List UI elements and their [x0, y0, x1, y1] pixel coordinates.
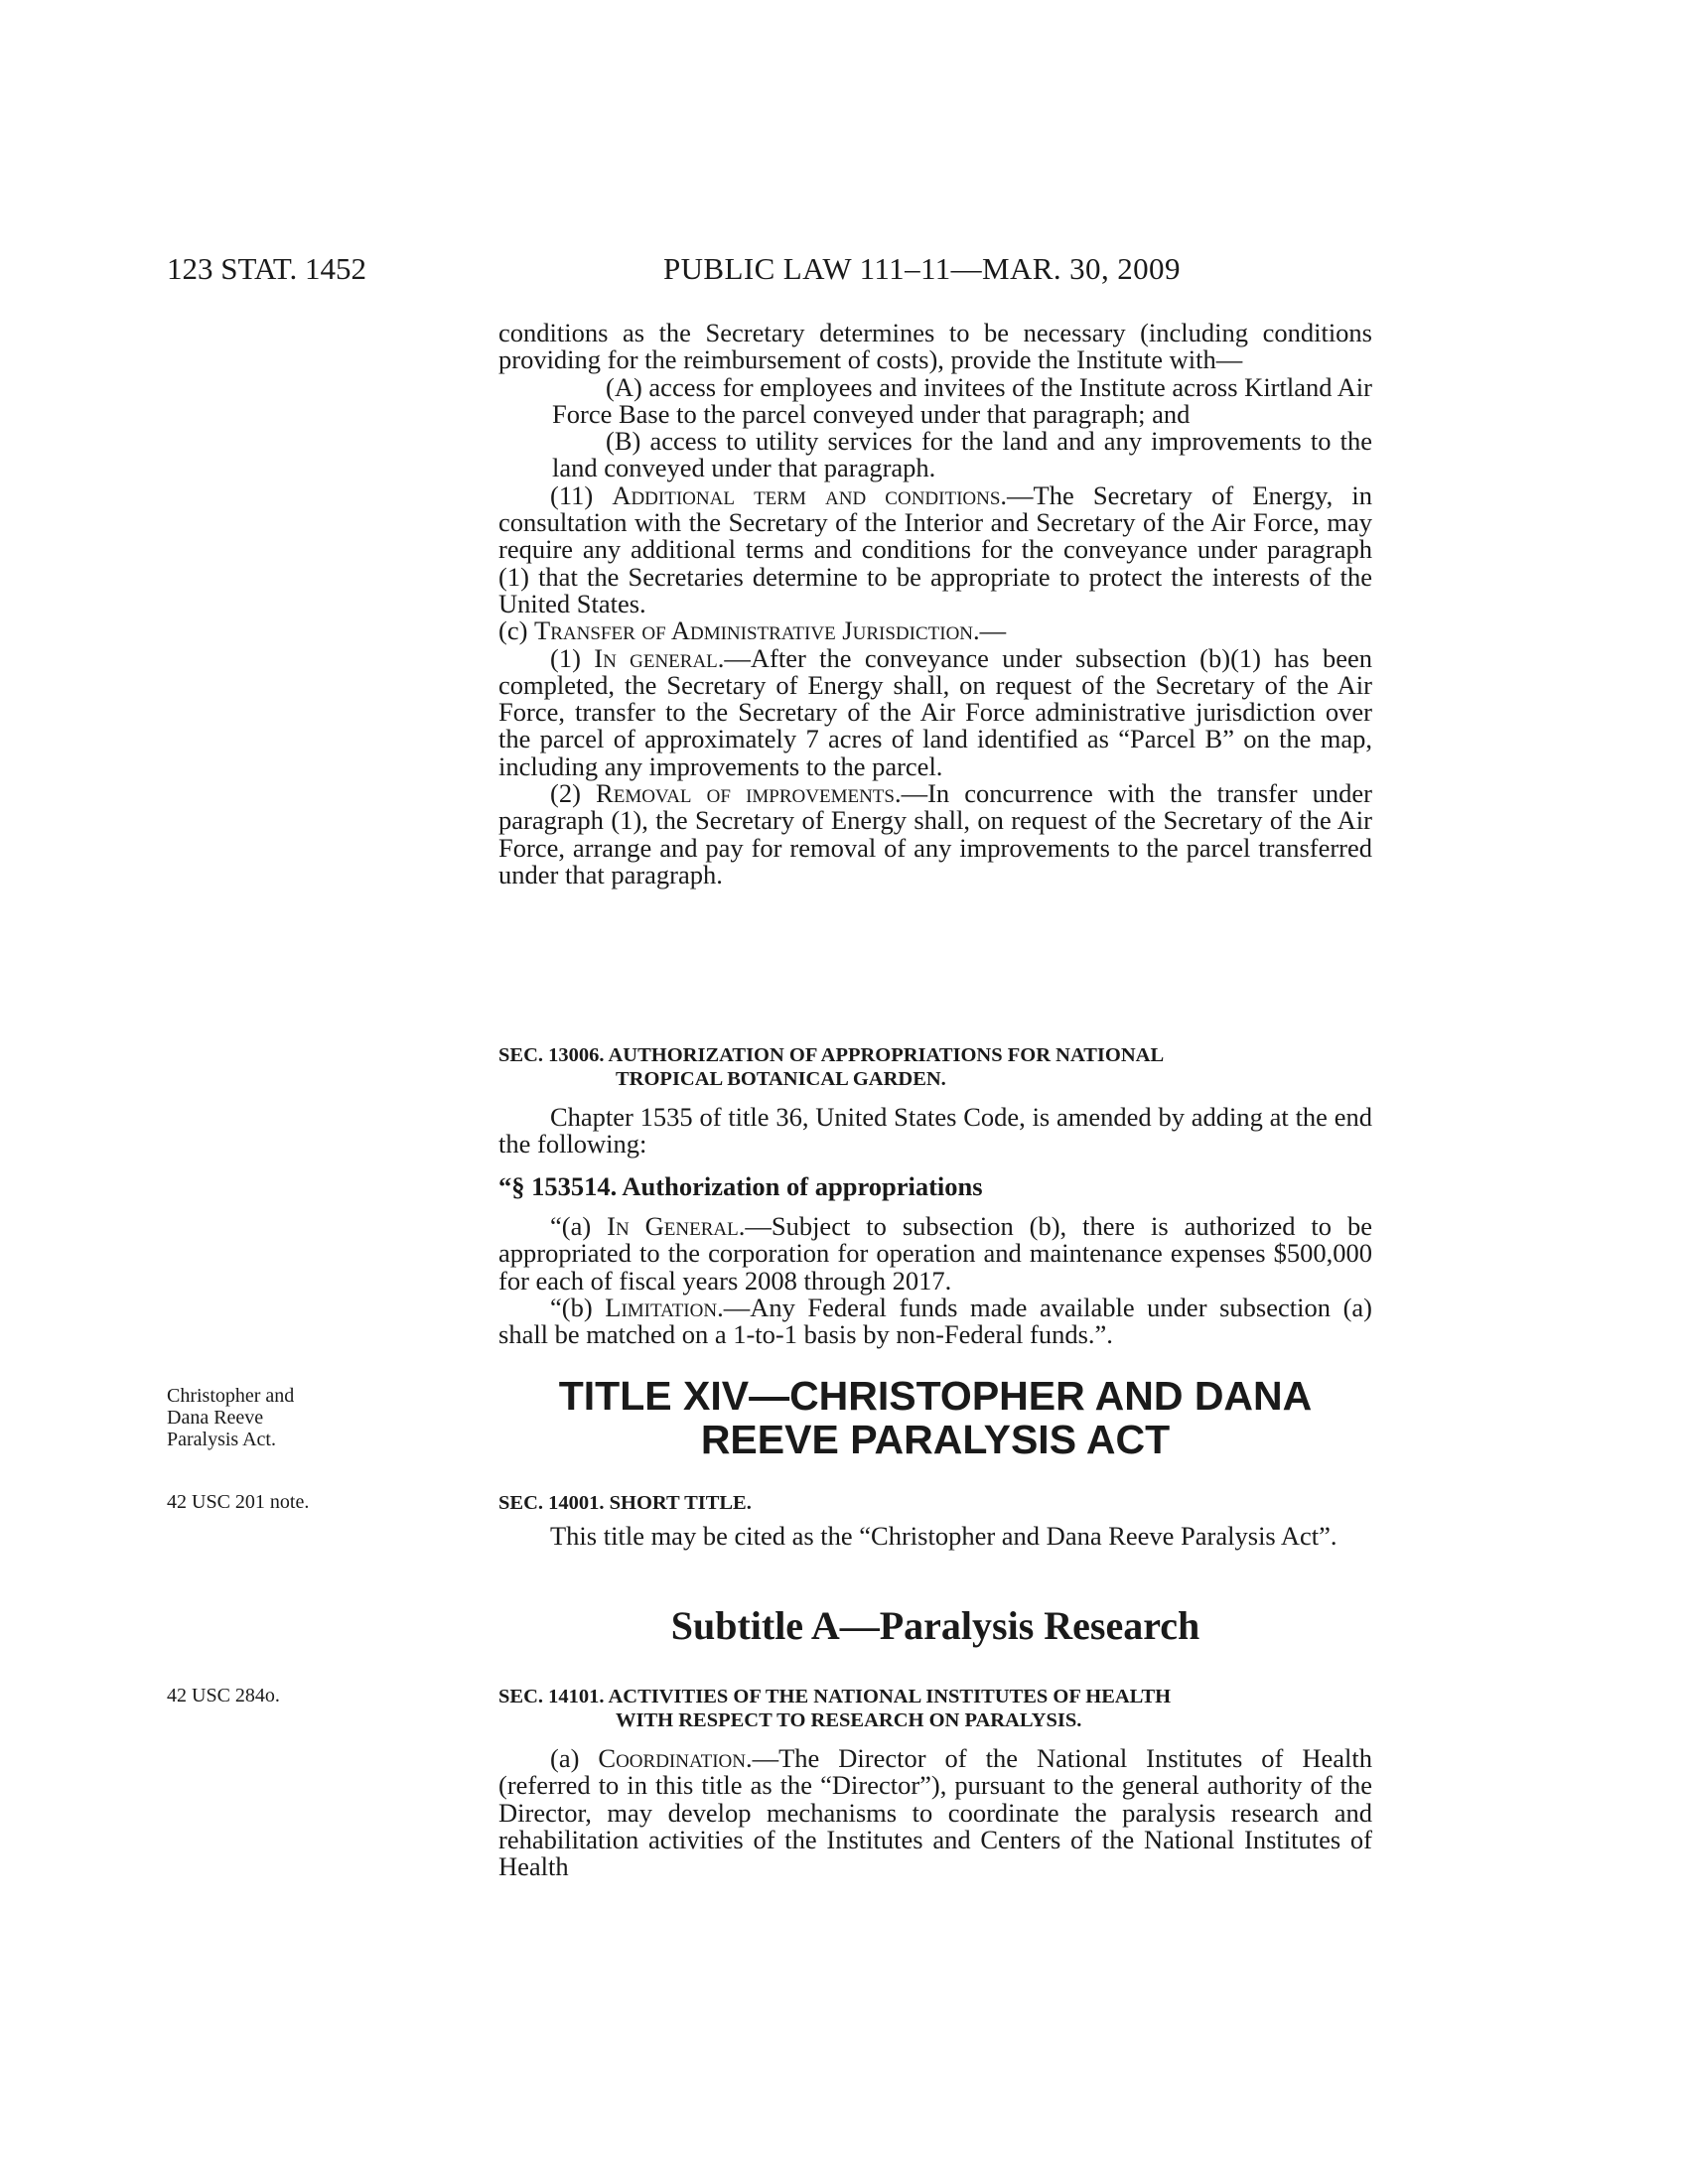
section-14001-heading: SEC. 14001. SHORT TITLE.: [498, 1492, 752, 1514]
codified-subsection-a: “(a) In General.—Subject to subsection (b), there is authorized to be appropriated to the corporation for operation and maintenance expenses $500,000 for each of fiscal years 2008 through 2017.: [498, 1211, 1372, 1296]
paragraph-11-heading: Additional term and conditions: [612, 479, 1001, 510]
continued-provisions: [498, 320, 1372, 888]
subparagraph-a: (A) access for employees and invitees of the Institute across Kirtland Air Force Base to the parcel conveyed under that paragraph; and: [552, 371, 1372, 429]
title-xiv-heading: TITLE XIV—CHRISTOPHER AND DANA REEVE PARALYSIS ACT: [558, 1373, 1313, 1462]
margin-note-usc-284o: 42 USC 284o.: [167, 1685, 280, 1706]
codified-section-heading: “§ 153514. Authorization of appropriations: [498, 1171, 983, 1201]
paragraph-continuation: conditions as the Secretary determines to be necessary (including conditions providing for the reimbursement of costs), provide the Institute with—: [498, 318, 1372, 375]
section-14101-body: [498, 1745, 1372, 1880]
subsection-c-paragraph-1: (1) In general.—After the conveyance under subsection (b)(1) has been completed, the Secretary of Energy shall, on request of the Secretary of the Air Force, transfer to the Secretary of the Air Force administrative jurisdiction over the parcel of approximately 7 acres of land identified as “Parcel B” on the map, including any improvements to the parcel.: [498, 642, 1372, 781]
section-13006-intro: Chapter 1535 of title 36, United States Code, is amended by adding at the end the following:: [498, 1102, 1372, 1160]
margin-note-usc-201: 42 USC 201 note.: [167, 1491, 310, 1513]
statute-page-number: 123 STAT. 1452: [167, 251, 367, 286]
section-14001-body: [498, 1523, 1372, 1550]
subtitle-a-heading: Subtitle A—Paralysis Research: [670, 1603, 1200, 1648]
page-header: [167, 249, 1373, 289]
margin-note-short-title: Christopher and Dana Reeve Paralysis Act.: [167, 1385, 295, 1450]
subsection-c-paragraph-2: (2) Removal of improvements.—In concurrence with the transfer under paragraph (1), the Secretary of Energy shall, on request of the Secretary of the Air Force, arrange and pay for removal of any improvements to the parcel transferred under that paragraph.: [498, 778, 1372, 889]
public-law-citation: PUBLIC LAW 111–11—MAR. 30, 2009: [663, 251, 1181, 286]
subsection-c-heading: (c) Transfer of Administrative Jurisdiction.—: [498, 615, 1007, 646]
codified-section-body: [498, 1213, 1372, 1348]
section-14101-heading: SEC. 14101. ACTIVITIES OF THE NATIONAL INSTITUTES OF HEALTH WITH RESPECT TO RESEARCH ON PARALYSIS.: [498, 1686, 1172, 1731]
section-13006-heading: SEC. 13006. AUTHORIZATION OF APPROPRIATIONS FOR NATIONAL TROPICAL BOTANICAL GARDEN.: [498, 1044, 1165, 1090]
coordination-paragraph: (a) Coordination.—The Director of the National Institutes of Health (referred to in this title as the “Director”), pursuant to the general authority of the Director, may develop mechanisms to coordinate the paralysis research and rehabilitation activities of the Institutes and Centers of the National Institutes of Health: [498, 1743, 1373, 1882]
codified-subsection-b: “(b) Limitation.—Any Federal funds made available under subsection (a) shall be matched on a 1-to-1 basis by non-Federal funds.”.: [498, 1292, 1372, 1350]
paragraph-11: (11) Additional term and conditions.—The Secretary of Energy, in consultation with the Secretary of the Interior and Secretary of the Air Force, may require any additional terms and conditions for the conveyance under paragraph (1) that the Secretaries determine to be appropriate to protect the interests of the United States.: [498, 479, 1373, 618]
subparagraph-b: (B) access to utility services for the land and any improvements to the land conveyed under that paragraph.: [552, 426, 1372, 483]
section-13006-body: [498, 1104, 1372, 1159]
short-title-text: This title may be cited as the “Christopher and Dana Reeve Paralysis Act”.: [550, 1521, 1337, 1551]
